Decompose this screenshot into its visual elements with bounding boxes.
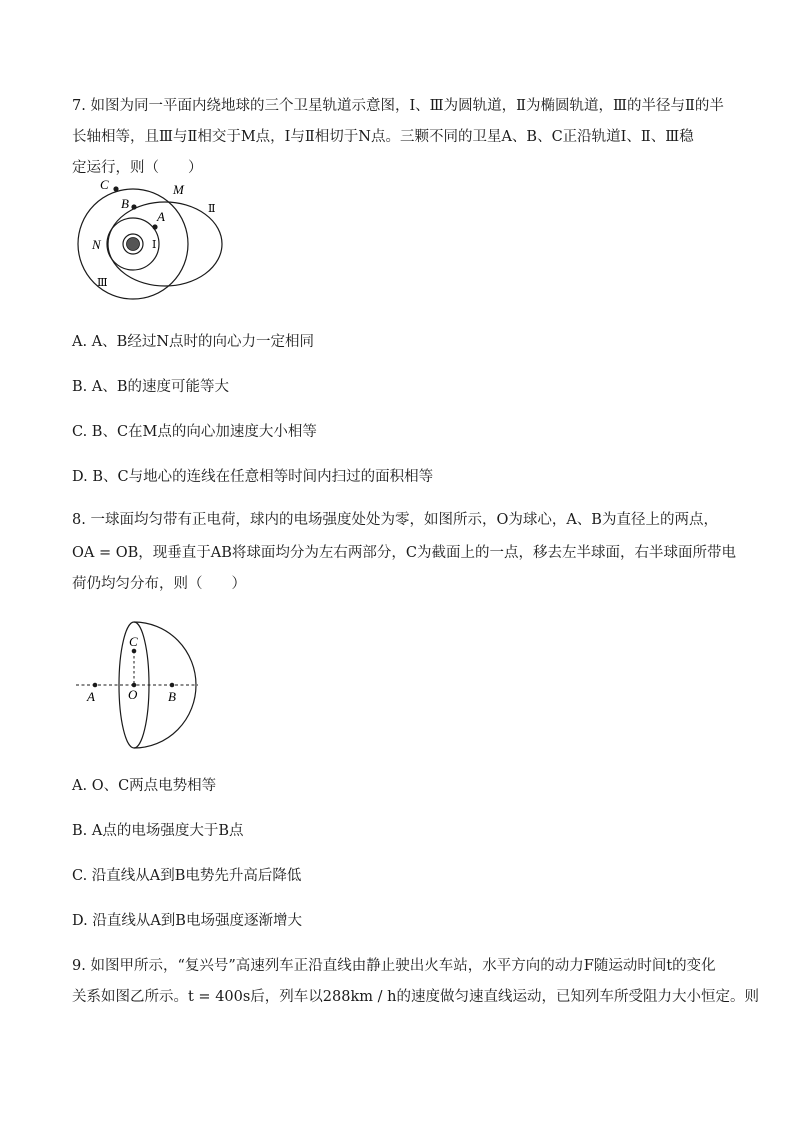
label-b: B [121, 196, 129, 211]
q9-line-2: 关系如图乙所示。t = 400s后，列车以288km / h的速度做匀速直线运动，已知列车所受阻力大小恒定。则 [72, 989, 759, 1005]
label-orbit-iii: Ⅲ [97, 277, 108, 289]
q8-option-d: D. 沿直线从A到B电场强度逐渐增大 [72, 913, 302, 929]
q9-text-1: 如图甲所示，“复兴号”高速列车正沿直线由静止驶出火车站，水平方向的动力F随运动时间t的变化 [90, 958, 716, 974]
satellite-a [152, 224, 157, 229]
q7-number: 7. [72, 98, 86, 114]
satellite-b [131, 204, 136, 209]
label-c: C [129, 634, 138, 649]
q8-option-b: B. A点的电场强度大于B点 [72, 823, 244, 839]
q7-text-1: 如图为同一平面内绕地球的三个卫星轨道示意图，Ⅰ、Ⅲ为圆轨道，Ⅱ为椭圆轨道，Ⅲ的半径与Ⅱ的半 [90, 98, 724, 114]
label-m: M [173, 182, 184, 197]
q8-hemisphere-figure [74, 618, 204, 752]
label-n: N [92, 237, 101, 252]
label-c: C [100, 177, 109, 192]
label-b: B [168, 689, 176, 704]
q7-orbit-figure [70, 172, 240, 300]
q9-line-1 [72, 956, 716, 976]
q7-option-a: A. A、B经过N点时的向心力一定相同 [72, 334, 315, 350]
point-a [93, 683, 98, 688]
label-o: O [128, 687, 138, 702]
label-orbit-i: Ⅰ [152, 239, 157, 251]
q8-option-c: C. 沿直线从A到B电势先升高后降低 [72, 868, 302, 884]
q8-line-1 [72, 510, 718, 530]
q8-line-3: 荷仍均匀分布，则（ ） [72, 576, 246, 592]
q7-option-d: D. B、C与地心的连线在任意相等时间内扫过的面积相等 [72, 469, 434, 485]
point-b [170, 683, 175, 688]
earth-inner [127, 238, 140, 251]
satellite-c [113, 186, 118, 191]
q9-number: 9. [72, 958, 86, 974]
label-a: A [87, 689, 95, 704]
label-a: A [157, 209, 165, 224]
q8-line-2: OA = OB，现垂直于AB将球面均分为左右两部分，C为截面上的一点，移去左半球面，右半球面所带电 [72, 545, 736, 561]
q8-option-a: A. O、C两点电势相等 [72, 778, 217, 794]
q7-line-1 [72, 96, 724, 116]
point-c [132, 649, 137, 654]
label-orbit-ii: Ⅱ [208, 203, 216, 215]
q7-line-2: 长轴相等，且Ⅲ与Ⅱ相交于M点，Ⅰ与Ⅱ相切于N点。三颗不同的卫星A、B、C正沿轨道Ⅰ、Ⅱ、Ⅲ稳 [72, 129, 694, 145]
q7-option-b: B. A、B的速度可能等大 [72, 379, 229, 395]
q7-line-3: 定运行，则（ ） [72, 160, 203, 176]
q8-text-1: 一球面均匀带有正电荷，球内的电场强度处处为零，如图所示，O为球心，A、B为直径上的两点， [90, 512, 718, 528]
q8-number: 8. [72, 512, 86, 528]
q7-option-c: C. B、C在M点的向心加速度大小相等 [72, 424, 317, 440]
